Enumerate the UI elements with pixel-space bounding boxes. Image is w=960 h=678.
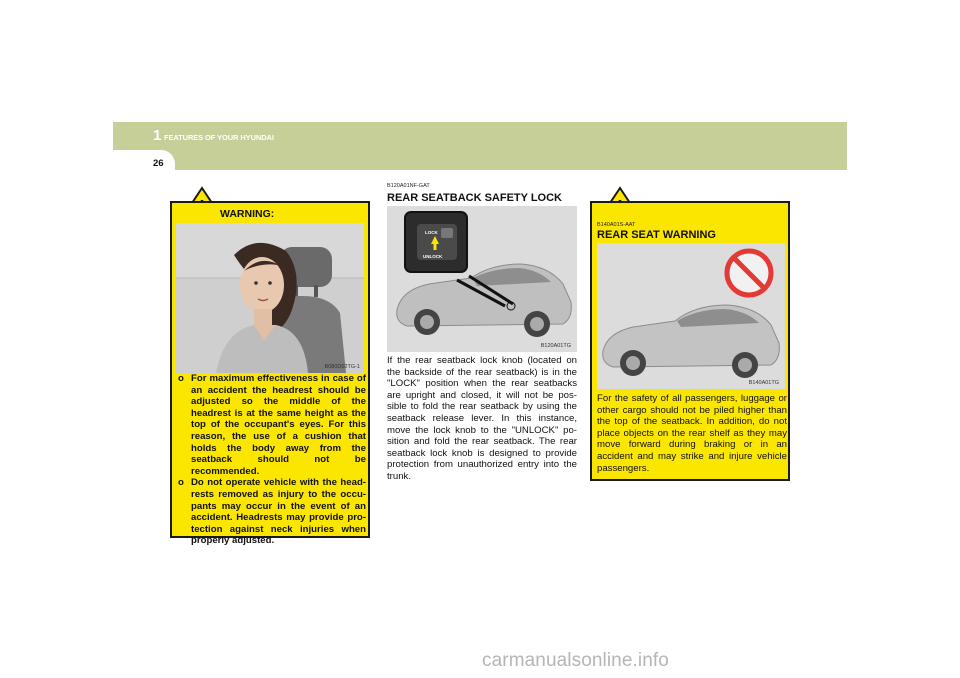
rear-seat-car-photo [597,243,785,389]
seatback-lock-photo [387,206,577,352]
middle-image-code: B120A01TG [540,343,571,349]
rear-seat-warning-box [590,201,790,481]
chapter-title: FEATURES OF YOUR HYUNDAI [164,133,274,142]
warning-bullet-list [176,373,366,547]
headrest-woman-photo [176,223,364,373]
warning-heading: WARNING: [220,208,275,220]
inset-unlock-label: UNLOCK [423,254,443,259]
right-body-text: For the safety of all passengers, luggage or other cargo should not be piled higher than the top of the seatback. In addition, do not place objects on the rear shelf as they may move forward during braking or in an accident and may strike and injure vehicle passengers. [597,393,787,474]
middle-section-title: REAR SEATBACK SAFETY LOCK [387,192,562,204]
prohibited-icon [727,251,771,295]
bullet-text: For maximum effectiveness in case of an accident the headrest should be adjusted so the middle of the headrest is at the same height as the top of the occupant's eyes. For this reason, the use of a cushion that holds the body away from the seatback should not be recommended. [191,373,366,477]
right-section-code: B140A01S-AAT [597,222,636,228]
right-section-title: REAR SEAT WARNING [597,229,716,241]
bullet-mark: o [178,477,184,489]
headrest-warning-box [170,201,370,547]
inset-lock-label: LOCK [425,230,438,235]
bullet-item [176,373,366,477]
header-band [113,122,847,170]
bullet-item [176,477,366,547]
watermark: carmanualsonline.info [482,650,669,671]
middle-body-text: If the rear seatback lock knob (located on the backside of the rear seatback) is in the "LOCK" position when the rear seatbacks are upright and closed, it will not be pos-sible to fold the rear seatback by using the seatback release lever. In this instance, move the lock knob to the "UNLOCK" po-sition and fold the rear seatback. The rear seatback lock knob is designed to provide protection from unauthorized entry into the trunk. [387,355,577,482]
right-image-code: B140A01TG [748,380,779,386]
bullet-text: Do not operate vehicle with the head-rests removed as injury to the occu-pants may occur in the event of an accident. Headrests may provide pro-tection against neck injuries when properly adjusted. [191,477,366,547]
chapter-number: 1 [153,127,162,144]
header-tab [113,150,175,174]
left-image-code: B080D02TG-1 [324,364,360,370]
middle-section-code: B120A01NF-GAT [387,183,430,189]
page-number: 26 [153,158,164,169]
bullet-mark: o [178,373,184,384]
